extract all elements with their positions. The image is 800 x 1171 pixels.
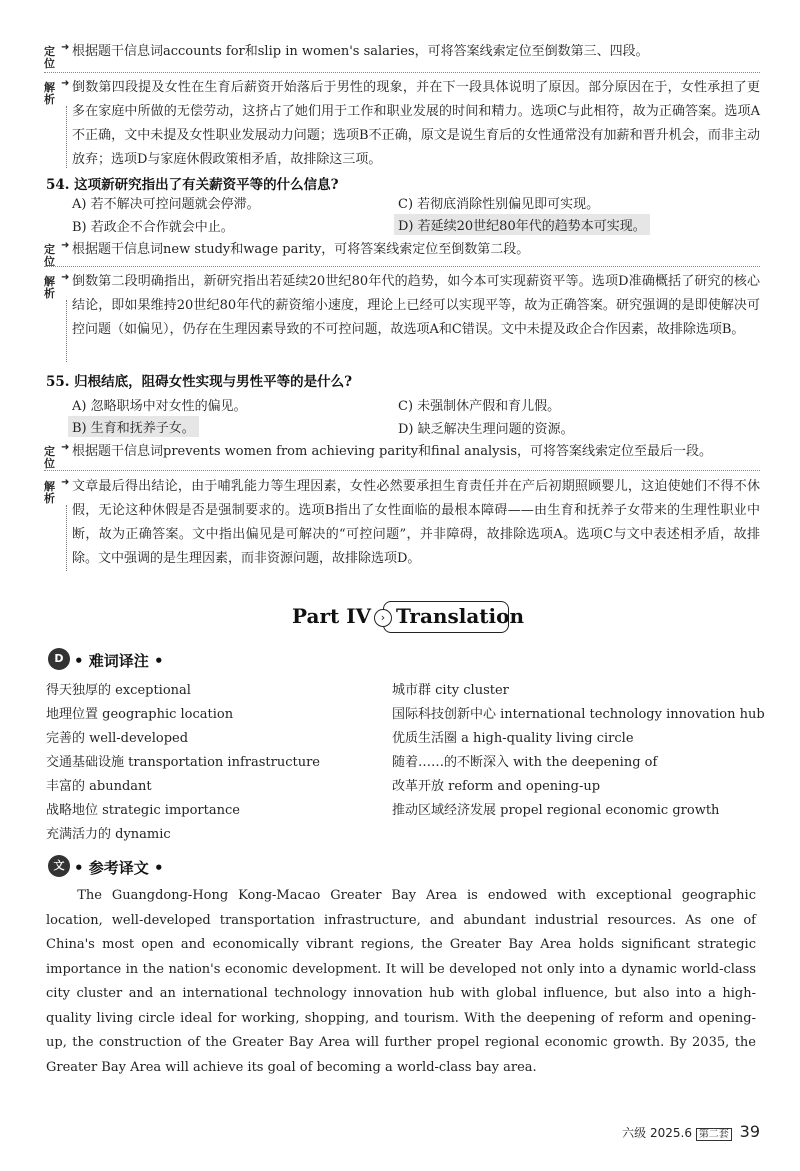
chevron-right-icon: ›	[374, 609, 392, 627]
vocab-item: 丰富的 abundant	[46, 779, 152, 794]
analysis-text: 倒数第二段明确指出，新研究指出若延续20世纪80年代的趋势，如今本可实现薪资平等。选项D准确概括了研究的核心结论，即如果维持20世纪80年代的薪资缩小速度，理论上已经可以实现平等，故为正确答案。研究强调的是即使解决可控问题（如偏见），仍存在生理因素导致的不可控问题，故选项A和C错误。文中未提及政企合作因素，故排除选项B。	[72, 274, 760, 337]
footer-exam: 六级 2025.6	[622, 1126, 692, 1140]
analysis-label: 解析	[44, 81, 55, 106]
divider	[44, 72, 760, 73]
locate-label: 定位	[44, 45, 55, 70]
question-55-option-a: A) 忽略职场中对女性的偏见。	[72, 399, 247, 414]
question-54-option-d: D) 若延续20世纪80年代的趋势本可实现。	[394, 214, 650, 235]
locate-label: 定位	[44, 243, 55, 268]
locate-text: 根据题干信息词new study和wage parity，可将答案线索定位至倒数第二段。	[72, 242, 530, 257]
analysis-text: 文章最后得出结论，由于哺乳能力等生理因素，女性必然要承担生育责任并在产后初期照顾婴儿，这迫使她们不得不休假，无论这种休假是否是强制要求的。选项B指出了女性面临的最根本障碍——由生育和抚养子女带来的生理性职业中断，故为正确答案。文中指出偏见是可解决的“可控问题”，并非障碍，故排除选项A。选项C与文中表述相矛盾，故排除。文中强调的是生理因素，而非资源问题，故排除选项D。	[72, 479, 760, 566]
footer-set: 第二套	[696, 1128, 732, 1141]
question-55-title: 55. 归根结底，阻碍女性实现与男性平等的是什么?	[46, 374, 353, 390]
locate-block-3	[44, 440, 760, 470]
arrow-icon: ➜	[61, 240, 70, 251]
analysis-block-3	[44, 475, 760, 575]
book-icon: 文	[48, 855, 70, 877]
vocab-item: 战略地位 strategic importance	[46, 803, 240, 818]
analysis-text: 倒数第四段提及女性在生育后薪资开始落后于男性的现象，并在下一段具体说明了原因。部分原因在于，女性承担了更多在家庭中所做的无偿劳动，这挤占了她们用于工作和职业发展的时间和精力。选项C与此相符，故为正确答案。选项A不正确，文中未提及女性职业发展动力问题；选项B不正确，原文是说生育后的女性通常没有加薪和晋升机会，而非主动放弃；选项D与家庭休假政策相矛盾，故排除这三项。	[72, 80, 760, 167]
dotted-line	[66, 505, 67, 571]
vocab-item: 国际科技创新中心 international technology innovation hub	[392, 707, 765, 722]
page-number: 39	[739, 1122, 760, 1141]
locate-block-1	[44, 40, 760, 70]
arrow-icon: ➜	[61, 442, 70, 453]
vocab-item: 城市群 city cluster	[392, 683, 509, 698]
question-55-option-d: D) 缺乏解决生理问题的资源。	[398, 422, 574, 437]
question-54-option-a: A) 若不解决可控问题就会停滞。	[72, 197, 260, 212]
vocab-item: 交通基础设施 transportation infrastructure	[46, 755, 320, 770]
vocab-item: 得天独厚的 exceptional	[46, 683, 191, 698]
analysis-label: 解析	[44, 480, 55, 505]
vocab-item: 地理位置 geographic location	[46, 707, 234, 722]
divider	[44, 266, 760, 267]
question-55-option-c: C) 未强制休产假和育儿假。	[398, 399, 561, 414]
reference-translation: The Guangdong-Hong Kong-Macao Greater Bay Area is endowed with exceptional geographic location, well-developed transportation infrastructure, and abundant industrial resources. As one of China's most open and economically vibrant regions, the Greater Bay Area holds significant strategic importance in the nation's economic development. It will be developed not only into a dynamic world-class city cluster and an international technology innovation hub with global influence, but also into a high-quality living circle ideal for working, shopping, and tourism. With the deepening of reform and opening-up, the construction of the Greater Bay Area will further propel regional economic growth. By 2035, the Greater Bay Area will achieve its goal of becoming a world-class bay area.	[46, 888, 756, 1075]
analysis-block-1	[44, 76, 760, 172]
locate-text: 根据题干信息词prevents women from achieving parity和final analysis，可将答案线索定位至最后一段。	[72, 444, 713, 459]
dotted-line	[66, 106, 67, 168]
question-54-option-b: B) 若政企不合作就会中止。	[72, 220, 234, 235]
vocab-item: 优质生活圈 a high-quality living circle	[392, 731, 634, 746]
locate-text: 根据题干信息词accounts for和slip in women's salaries，可将答案线索定位至倒数第三、四段。	[72, 44, 649, 59]
reference-section-title: • 参考译文 •	[74, 859, 164, 877]
question-54-option-c: C) 若彻底消除性别偏见即可实现。	[398, 197, 600, 212]
vocab-badge-icon: D	[48, 648, 70, 670]
question-55-option-b: B) 生育和抚养子女。	[68, 416, 199, 437]
part-title: Part IV	[292, 604, 372, 628]
page-footer	[622, 1122, 760, 1141]
divider	[44, 470, 760, 471]
question-54-title: 54. 这项新研究指出了有关薪资平等的什么信息?	[46, 177, 339, 193]
vocab-item: 随着……的不断深入 with the deepening of	[392, 755, 658, 770]
locate-label: 定位	[44, 445, 55, 470]
analysis-block-2	[44, 270, 760, 366]
vocab-item: 改革开放 reform and opening-up	[392, 779, 601, 794]
locate-block-2	[44, 238, 760, 268]
arrow-icon: ➜	[61, 42, 70, 53]
vocab-item: 完善的 well-developed	[46, 731, 189, 746]
analysis-label: 解析	[44, 275, 55, 300]
arrow-icon: ➜	[61, 272, 70, 283]
arrow-icon: ➜	[61, 78, 70, 89]
vocab-item: 充满活力的 dynamic	[46, 827, 171, 842]
arrow-icon: ➜	[61, 477, 70, 488]
vocab-section-title: • 难词译注 •	[74, 652, 164, 670]
vocab-item: 推动区域经济发展 propel regional economic growth	[392, 803, 720, 818]
part-label: Translation	[396, 604, 524, 628]
dotted-line	[66, 300, 67, 362]
